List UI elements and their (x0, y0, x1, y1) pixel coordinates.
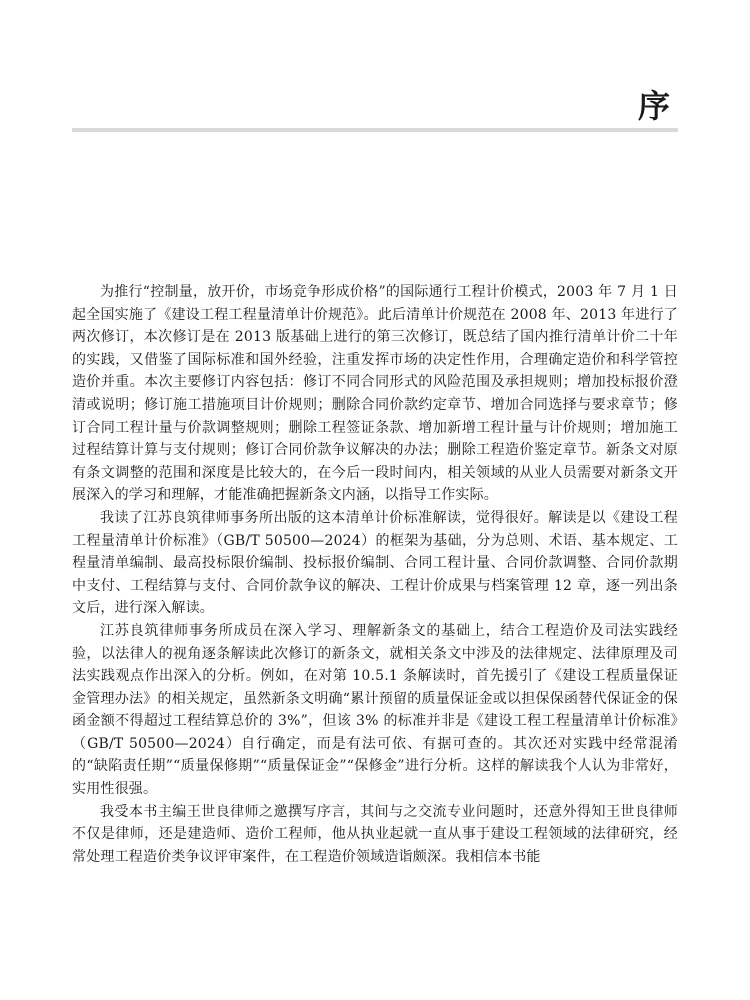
paragraph-3: 江苏良筑律师事务所成员在深入学习、理解新条文的基础上，结合工程造价及司法实践经验，以法律人的视角逐条解读此次修订的新条文，就相关条文中涉及的法律规定、法律原理及司法实践观点作出深入的分析。例如，在对第 10.5.1 条解读时，首先援引了《建设工程质量保证金管理办法》的相关规定，虽然新条文明确“累计预留的质量保证金或以担保保函替代保证金的保函金额不得超过工程结算总价的 3%”，但该 3% 的标准并非是《建设工程工程量清单计价标准》（GB/T 50500—2024）自行确定，而是有法可依、有据可查的。其次还对实践中经常混淆的“缺陷责任期”“质量保修期”“质量保证金”“保修金”进行分析。这样的解读我个人认为非常好，实用性很强。 (72, 622, 678, 798)
paragraph-4: 我受本书主编王世良律师之邀撰写序言，其间与之交流专业问题时，还意外得知王世良律师不仅是律师，还是建造师、造价工程师，他从执业起就一直从事于建设工程领域的法律研究，经常处理工程造价类争议评审案件，在工程造价领域造诣颇深。我相信本书能 (72, 803, 678, 865)
paragraph-2: 我读了江苏良筑律师事务所出版的这本清单计价标准解读，觉得很好。解读是以《建设工程工程量清单计价标准》（GB/T 50500—2024）的框架为基础，分为总则、术语、基本规定、工程量清单编制、最高投标限价编制、投标报价编制、合同工程计量、合同价款调整、合同价款期中支付、工程结算与支付、合同价款争议的解决、工程计价成果与档案管理 12 章，逐一列出条文后，进行深入解读。 (72, 509, 678, 617)
preface-body (72, 281, 678, 868)
paragraph-1: 为推行“控制量，放开价，市场竞争形成价格”的国际通行工程计价模式，2003 年 7 月 1 日起全国实施了《建设工程工程量清单计价规范》。此后清单计价规范在 2008 年、2013 年进行了两次修订，本次修订是在 2013 版基础上进行的第三次修订，既总结了国内推行清单计价二十年的实践，又借鉴了国际标准和国外经验，注重发挥市场的决定性作用，合理确定造价和科学管控造价并重。本次主要修订内容包括：修订不同合同形式的风险范围及承担规则；增加投标报价澄清或说明；修订施工措施项目计价规则；删除合同价款约定章节、增加合同选择与要求章节；修订合同工程计量与价款调整规则；删除工程签证条款、增加新增工程计量与计价规则；增加施工过程结算计算与支付规则；修订合同价款争议解决的办法；删除工程造价鉴定章节。新条文对原有条文调整的范围和深度是比较大的，在今后一段时间内，相关领域的从业人员需要对新条文开展深入的学习和理解，才能准确把握新条文内涵，以指导工作实际。 (72, 284, 678, 504)
page-title: 序 (637, 87, 670, 125)
heading-divider (72, 128, 678, 132)
